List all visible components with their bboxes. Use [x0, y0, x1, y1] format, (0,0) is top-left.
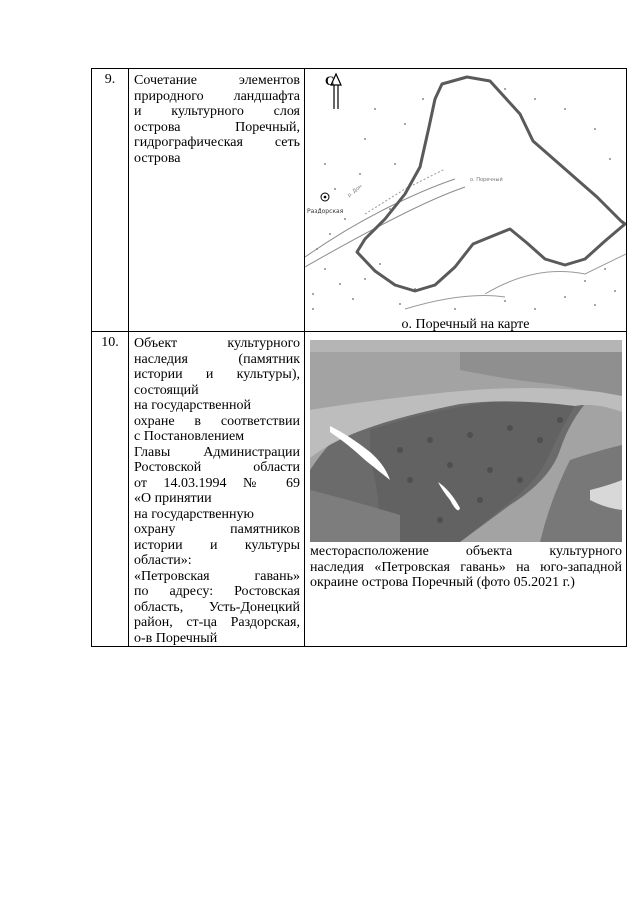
description-line: области»:: [134, 553, 192, 568]
description-line: состоящий: [134, 382, 199, 398]
description-line: от 14.03.1994 № 69: [134, 475, 300, 491]
description-line: на государственной: [134, 398, 251, 413]
description-line: Ростовской области: [134, 460, 300, 475]
description-line: область, Усть-Донецкий: [134, 599, 300, 615]
description-line: охрану памятников: [134, 522, 300, 537]
description-line: по адресу: Ростовская: [134, 584, 300, 599]
description-line: район, ст-ца Раздорская,: [134, 615, 300, 630]
aerial-photo: [310, 340, 622, 542]
village-marker-icon: [321, 193, 329, 201]
photo-image: [310, 340, 622, 542]
river-bank-line: [485, 254, 626, 294]
row-description: [129, 332, 305, 647]
map-minor-label: р. Дон: [346, 183, 364, 199]
description-line: истории и культуры: [134, 537, 300, 553]
description-line: Главы Администрации: [134, 444, 300, 460]
description-line: и культурного слоя: [134, 104, 300, 119]
description-line: охране в соответствии: [134, 413, 300, 429]
description-line: острова Поречный,: [134, 119, 300, 135]
heritage-table: [91, 68, 627, 647]
north-label: С: [325, 73, 335, 88]
caption-line: месторасположение объекта культурного: [310, 544, 622, 559]
row-number: 10.: [92, 332, 129, 647]
description-line: на государственную: [134, 506, 254, 522]
map-caption: о. Поречный на карте: [401, 316, 530, 332]
description-line: истории и культуры),: [134, 367, 300, 382]
table-row: [92, 332, 627, 647]
description-line: гидрографическая сеть: [134, 135, 300, 150]
island-outline: [357, 77, 625, 291]
description-line: наследия (памятник: [134, 351, 300, 367]
map-cell: [305, 69, 627, 332]
row-number: 9.: [92, 69, 129, 332]
map-terrain-texture: [312, 88, 616, 310]
island-map: [305, 69, 626, 331]
map-image: [305, 69, 626, 317]
description-line: с Постановлением: [134, 429, 245, 444]
caption-line: наследия «Петровская гавань» на юго-западной: [310, 559, 622, 575]
description-line: Объект культурного: [134, 336, 300, 351]
photo-caption: [305, 542, 626, 591]
river-bank-line: [405, 296, 505, 310]
description-line: Сочетание элементов: [134, 73, 300, 88]
table-row: [92, 69, 627, 332]
river-bank-line: [305, 179, 455, 257]
description-line: природного ландшафта: [134, 88, 300, 104]
village-label: Раздорская: [307, 208, 344, 215]
row-description: [129, 69, 305, 332]
description-line: «Петровская гавань»: [134, 568, 300, 584]
description-line: «О принятии: [134, 491, 212, 506]
description-line: о-в Поречный: [134, 630, 218, 646]
caption-line: окраине острова Поречный (фото 05.2021 г.): [310, 575, 575, 590]
photo-cell: [305, 332, 627, 647]
map-minor-label: о. Поречный: [470, 177, 503, 183]
description-line: острова: [134, 150, 181, 166]
